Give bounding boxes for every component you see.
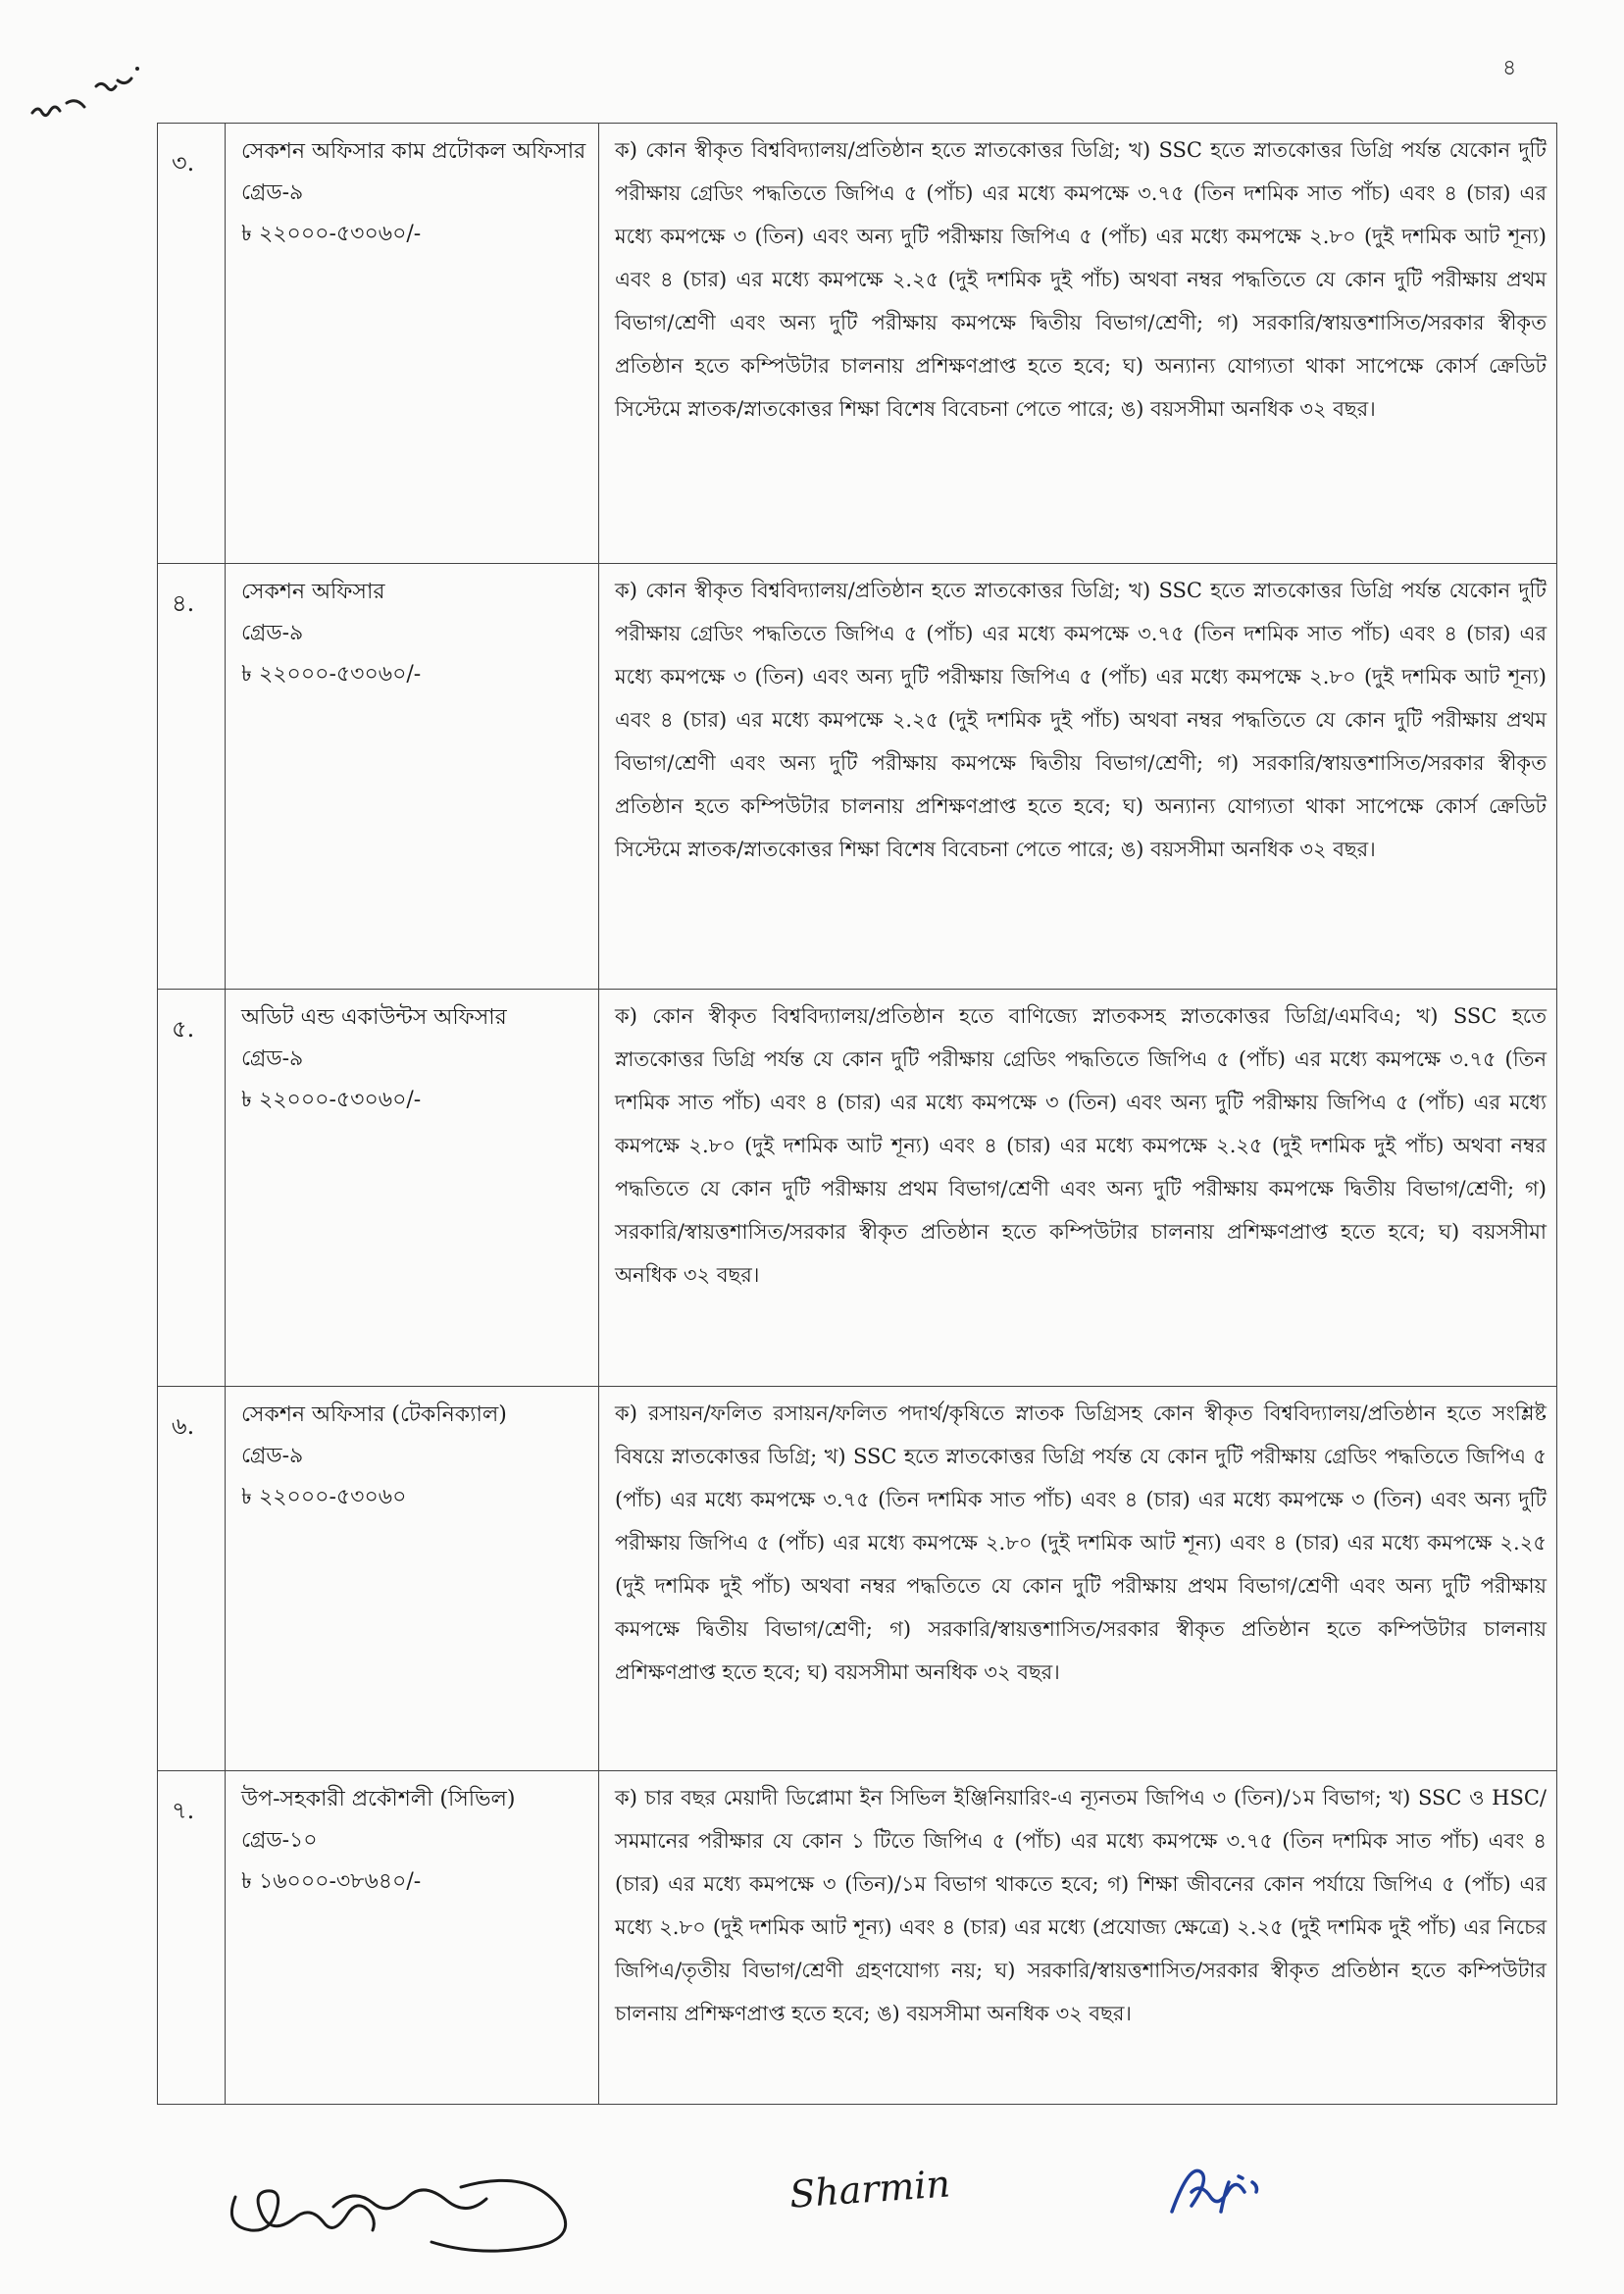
serial-number: ৫. xyxy=(172,1015,195,1043)
serial-cell xyxy=(158,564,226,990)
post-requirements: ক) চার বছর মেয়াদী ডিপ্লোমা ইন সিভিল ইঞ্জিনিয়ারিং-এ ন্যূনতম জিপিএ ৩ (তিন)/১ম বিভাগ; খ) SSC ও HSC/সমমানের পরীক্ষার যে কোন ১ টিতে জিপিএ ৫ (পাঁচ) এর মধ্যে কমপক্ষে ৩.৭৫ (তিন দশমিক সাত পাঁচ) এবং ৪ (চার) এর মধ্যে কমপক্ষে ৩ (তিন)/১ম বিভাগ থাকতে হবে; গ) শিক্ষা জীবনের কোন পর্যায়ে জিপিএ ৫ (পাঁচ) এর মধ্যে ২.৮০ (দুই দশমিক আট শূন্য) এবং ৪ (চার) এর মধ্যে (প্রযোজ্য ক্ষেত্রে) ২.২৫ (দুই দশমিক দুই পাঁচ) এর নিচের জিপিএ/তৃতীয় বিভাগ/শ্রেণী গ্রহণযোগ্য নয়; ঘ) সরকারি/স্বায়ত্তশাসিত/সরকার স্বীকৃত প্রতিষ্ঠান হতে কম্পিউটার চালনায় প্রশিক্ষণপ্রাপ্ত হতে হবে; ঙ) বয়সসীমা অনধিক ৩২ বছর। xyxy=(615,1786,1547,2025)
serial-number: ৪. xyxy=(172,589,195,617)
post-grade: গ্রেড-৯ xyxy=(241,621,304,645)
table-row xyxy=(158,990,1557,1387)
post-requirements: ক) কোন স্বীকৃত বিশ্ববিদ্যালয়/প্রতিষ্ঠান হতে স্নাতকোত্তর ডিগ্রি; খ) SSC হতে স্নাতকোত্তর ডিগ্রি পর্যন্ত যেকোন দুটি পরীক্ষায় গ্রেডিং পদ্ধতিতে জিপিএ ৫ (পাঁচ) এর মধ্যে কমপক্ষে ৩.৭৫ (তিন দশমিক সাত পাঁচ) এবং ৪ (চার) এর মধ্যে কমপক্ষে ৩ (তিন) এবং অন্য দুটি পরীক্ষায় জিপিএ ৫ (পাঁচ) এর মধ্যে কমপক্ষে ২.৮০ (দুই দশমিক আট শূন্য) এবং ৪ (চার) এর মধ্যে কমপক্ষে ২.২৫ (দুই দশমিক দুই পাঁচ) অথবা নম্বর পদ্ধতিতে যে কোন দুটি পরীক্ষায় প্রথম বিভাগ/শ্রেণী এবং অন্য দুটি পরীক্ষায় কমপক্ষে দ্বিতীয় বিভাগ/শ্রেণী; গ) সরকারি/স্বায়ত্তশাসিত/সরকার স্বীকৃত প্রতিষ্ঠান হতে কম্পিউটার চালনায় প্রশিক্ষণপ্রাপ্ত হতে হবে; ঘ) অন্যান্য যোগ্যতা থাকা সাপেক্ষে কোর্স ক্রেডিট সিস্টেমে স্নাতক/স্নাতকোত্তর শিক্ষা বিশেষ বিবেচনা পেতে পারে; ঙ) বয়সসীমা অনধিক ৩২ বছর। xyxy=(615,138,1547,421)
serial-number: ৭. xyxy=(172,1797,195,1824)
post-grade: গ্রেড-১০ xyxy=(241,1828,318,1853)
post-grade: গ্রেড-৯ xyxy=(241,180,304,205)
post-pay-scale: ৳ ২২০০০-৫৩০৬০/- xyxy=(241,662,422,687)
requirements-cell xyxy=(599,1387,1557,1771)
post-cell xyxy=(226,1771,599,2105)
table-row xyxy=(158,1771,1557,2105)
serial-number: ৬. xyxy=(172,1412,195,1440)
post-cell xyxy=(226,1387,599,1771)
post-title: সেকশন অফিসার কাম প্রটোকল অফিসার xyxy=(241,139,586,164)
post-requirements: ক) রসায়ন/ফলিত রসায়ন/ফলিত পদার্থ/কৃষিতে স্নাতক ডিগ্রিসহ কোন স্বীকৃত বিশ্ববিদ্যালয়/প্রতিষ্ঠান হতে সংশ্লিষ্ট বিষয়ে স্নাতকোত্তর ডিগ্রি; খ) SSC হতে স্নাতকোত্তর ডিগ্রি পর্যন্ত যে কোন দুটি পরীক্ষায় গ্রেডিং পদ্ধতিতে জিপিএ ৫ (পাঁচ) এর মধ্যে কমপক্ষে ৩.৭৫ (তিন দশমিক সাত পাঁচ) এবং ৪ (চার) এর মধ্যে কমপক্ষে ৩ (তিন) এবং অন্য দুটি পরীক্ষায় জিপিএ ৫ (পাঁচ) এর মধ্যে কমপক্ষে ২.৮০ (দুই দশমিক আট শূন্য) এবং ৪ (চার) এর মধ্যে কমপক্ষে ২.২৫ (দুই দশমিক দুই পাঁচ) অথবা নম্বর পদ্ধতিতে যে কোন দুটি পরীক্ষায় প্রথম বিভাগ/শ্রেণী এবং অন্য দুটি পরীক্ষায় কমপক্ষে দ্বিতীয় বিভাগ/শ্রেণী; গ) সরকারি/স্বায়ত্তশাসিত/সরকার স্বীকৃত প্রতিষ্ঠান হতে কম্পিউটার চালনায় প্রশিক্ষণপ্রাপ্ত হতে হবে; ঘ) বয়সসীমা অনধিক ৩২ বছর। xyxy=(615,1402,1547,1684)
page-number: ৪ xyxy=(1502,56,1517,80)
signatures-area xyxy=(216,2148,1294,2256)
signature-left xyxy=(216,2148,588,2256)
post-pay-scale: ৳ ২২০০০-৫৩০৬০ xyxy=(241,1485,407,1509)
serial-cell xyxy=(158,990,226,1387)
serial-cell xyxy=(158,1771,226,2105)
post-pay-scale: ৳ ২২০০০-৫৩০৬০/- xyxy=(241,222,422,246)
post-title: উপ-সহকারী প্রকৌশলী (সিভিল) xyxy=(241,1787,516,1811)
posts-table xyxy=(157,123,1557,2105)
post-cell xyxy=(226,564,599,990)
post-pay-scale: ৳ ১৬০০০-৩৮৬৪০/- xyxy=(241,1869,422,1894)
serial-cell xyxy=(158,1387,226,1771)
post-grade: গ্রেড-৯ xyxy=(241,1444,304,1468)
requirements-cell xyxy=(599,1771,1557,2105)
post-title: অডিট এন্ড একাউন্টস অফিসার xyxy=(241,1005,507,1030)
requirements-cell xyxy=(599,564,1557,990)
requirements-cell xyxy=(599,990,1557,1387)
table-row xyxy=(158,124,1557,564)
signature-middle: Sharmin xyxy=(787,2162,952,2217)
post-title: সেকশন অফিসার xyxy=(241,580,385,604)
post-cell xyxy=(226,990,599,1387)
serial-cell xyxy=(158,124,226,564)
post-requirements: ক) কোন স্বীকৃত বিশ্ববিদ্যালয়/প্রতিষ্ঠান হতে স্নাতকোত্তর ডিগ্রি; খ) SSC হতে স্নাতকোত্তর ডিগ্রি পর্যন্ত যেকোন দুটি পরীক্ষায় গ্রেডিং পদ্ধতিতে জিপিএ ৫ (পাঁচ) এর মধ্যে কমপক্ষে ৩.৭৫ (তিন দশমিক সাত পাঁচ) এবং ৪ (চার) এর মধ্যে কমপক্ষে ৩ (তিন) এবং অন্য দুটি পরীক্ষায় জিপিএ ৫ (পাঁচ) এর মধ্যে কমপক্ষে ২.৮০ (দুই দশমিক আট শূন্য) এবং ৪ (চার) এর মধ্যে কমপক্ষে ২.২৫ (দুই দশমিক দুই পাঁচ) অথবা নম্বর পদ্ধতিতে যে কোন দুটি পরীক্ষায় প্রথম বিভাগ/শ্রেণী এবং অন্য দুটি পরীক্ষায় কমপক্ষে দ্বিতীয় বিভাগ/শ্রেণী; গ) সরকারি/স্বায়ত্তশাসিত/সরকার স্বীকৃত প্রতিষ্ঠান হতে কম্পিউটার চালনায় প্রশিক্ষণপ্রাপ্ত হতে হবে; ঘ) অন্যান্য যোগ্যতা থাকা সাপেক্ষে কোর্স ক্রেডিট সিস্টেমে স্নাতক/স্নাতকোত্তর শিক্ষা বিশেষ বিবেচনা পেতে পারে; ঙ) বয়সসীমা অনধিক ৩২ বছর। xyxy=(615,579,1547,861)
post-title: সেকশন অফিসার (টেকনিক্যাল) xyxy=(241,1402,507,1427)
signature-right xyxy=(1162,2153,1280,2231)
serial-number: ৩. xyxy=(172,149,195,177)
post-requirements: ক) কোন স্বীকৃত বিশ্ববিদ্যালয়/প্রতিষ্ঠান হতে বাণিজ্যে স্নাতকসহ স্নাতকোত্তর ডিগ্রি/এমবিএ; খ) SSC হতে স্নাতকোত্তর ডিগ্রি পর্যন্ত যে কোন দুটি পরীক্ষায় গ্রেডিং পদ্ধতিতে জিপিএ ৫ (পাঁচ) এর মধ্যে কমপক্ষে ৩.৭৫ (তিন দশমিক সাত পাঁচ) এবং ৪ (চার) এর মধ্যে কমপক্ষে ৩ (তিন) এবং অন্য দুটি পরীক্ষায় জিপিএ ৫ (পাঁচ) এর মধ্যে কমপক্ষে ২.৮০ (দুই দশমিক আট শূন্য) এবং ৪ (চার) এর মধ্যে কমপক্ষে ২.২৫ (দুই দশমিক দুই পাঁচ) অথবা নম্বর পদ্ধতিতে যে কোন দুটি পরীক্ষায় প্রথম বিভাগ/শ্রেণী এবং অন্য দুটি পরীক্ষায় কমপক্ষে দ্বিতীয় বিভাগ/শ্রেণী; গ) সরকারি/স্বায়ত্তশাসিত/সরকার স্বীকৃত প্রতিষ্ঠান হতে কম্পিউটার চালনায় প্রশিক্ষণপ্রাপ্ত হতে হবে; ঘ) বয়সসীমা অনধিক ৩২ বছর। xyxy=(615,1004,1547,1287)
scribble-mark xyxy=(27,59,175,147)
post-cell xyxy=(226,124,599,564)
table-row xyxy=(158,564,1557,990)
requirements-cell xyxy=(599,124,1557,564)
post-grade: গ্রেড-৯ xyxy=(241,1046,304,1071)
post-pay-scale: ৳ ২২০০০-৫৩০৬০/- xyxy=(241,1088,422,1112)
table-row xyxy=(158,1387,1557,1771)
